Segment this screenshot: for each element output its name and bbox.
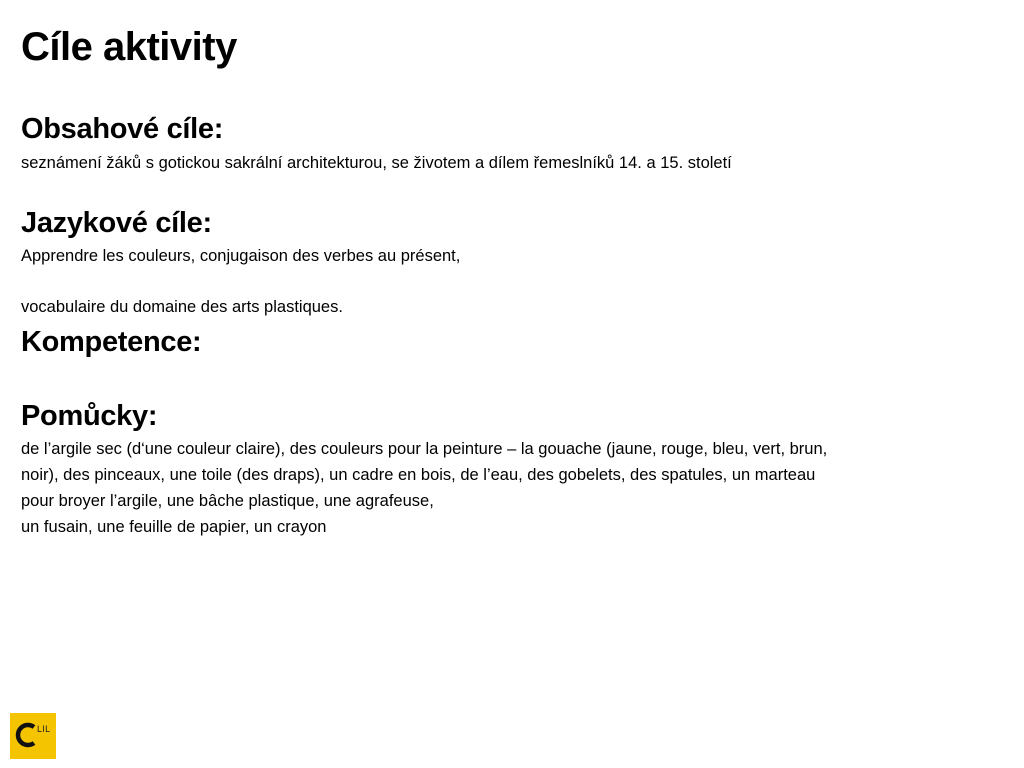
heading-jazykove-cile: Jazykové cíle: xyxy=(21,207,212,239)
heading-obsahove-cile: Obsahové cíle: xyxy=(21,113,224,145)
text-obsahove-cile: seznámení žáků s gotickou sakrální architekturou, se životem a dílem řemeslníků 14. a 15. století xyxy=(21,154,732,172)
heading-kompetence: Kompetence: xyxy=(21,326,202,358)
lil-logo-text: LIL xyxy=(37,724,51,734)
text-pomucky-line2: noir), des pinceaux, une toile (des draps), un cadre en bois, de l’eau, des gobelets, des spatules, un marteau xyxy=(21,466,816,484)
text-jazykove-cile-line2: vocabulaire du domaine des arts plastiques. xyxy=(21,298,343,316)
text-pomucky-line3: pour broyer l’argile, une bâche plastique, une agrafeuse, xyxy=(21,492,434,510)
slide-title: Cíle aktivity xyxy=(21,25,237,69)
heading-pomucky: Pomůcky: xyxy=(21,400,158,432)
text-pomucky xyxy=(21,436,996,540)
text-jazykove-cile-line1: Apprendre les couleurs, conjugaison des verbes au présent, xyxy=(21,247,461,265)
text-pomucky-line1: de l’argile sec (d‘une couleur claire), des couleurs pour la peinture – la gouache (jaune, rouge, bleu, vert, brun, xyxy=(21,440,828,458)
lil-logo xyxy=(10,713,56,759)
text-pomucky-line4: un fusain, une feuille de papier, un crayon xyxy=(21,518,327,536)
